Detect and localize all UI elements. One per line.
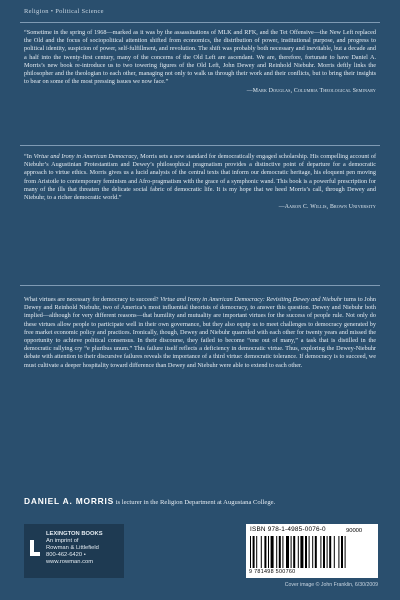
cover-image-credit: Cover image © John Franklin, 6/30/2009 (284, 582, 378, 588)
endorsement-attribution: —Mark Douglas, Columbia Theological Seminary (246, 88, 376, 95)
section-divider (20, 145, 380, 146)
publisher-imprint: An imprint of (46, 538, 79, 544)
endorsement-douglas (24, 29, 376, 95)
publisher-parent: Rowman & Littlefield (46, 545, 99, 551)
book-title-italic: Virtue and Irony in American Democracy: Revisiting Dewey and Niebuhr (160, 296, 343, 303)
publisher-info (46, 531, 124, 566)
publisher-block (24, 524, 124, 578)
lexington-books-logo-icon (30, 540, 40, 556)
isbn-barcode (246, 524, 378, 578)
author-bio (24, 497, 376, 507)
category-label: Religion • Political Science (24, 8, 104, 15)
price-code: 90000 (346, 528, 363, 534)
barcode-bars (250, 536, 374, 568)
author-description: is lecturer in the Religion Department at Augustana College. (114, 499, 276, 506)
publisher-contact: 800-462-6420 • www.rowman.com (46, 552, 94, 565)
publisher-name: LEXINGTON BOOKS (46, 531, 103, 537)
endorsement-text: “In Virtue and Irony in American Democracy, Morris sets a new standard for democratically engaged scholarship. His compelling account of Niebuhr’s Augustinian Protestantism and Dewey’s philosophical pragmatism provides a distinctive point of departure for a democratic approach to virtue ethics. Morris gives us a lucid analysis of the central texts that inform our democratic heritage, his eloquent pen moving from Aristotle to contemporary feminism and Afro-pragmatism with the grace of a symphonic wand. This book is a powerful prescription for many of the ills that threaten the delicate social fabric of democratic life. It is my hope that we heed Morris’s call, through Dewey and Niebuhr, to a richer democratic world.” (24, 153, 377, 202)
section-divider (20, 285, 380, 286)
book-description: What virtues are necessary for democracy to succeed? Virtue and Irony in American Democracy: Revisiting Dewey and Niebuhr turns to John Dewey and Reinhold Niebuhr, two of America’s most influential theorists of democracy, to answer this question. Dewey and Niebuhr both implied—although for very different reasons—that humility and mutuality are important virtues for the success of people rule. Not only do these virtues allow people to participate well in their own governance, but they also equip us to meet challenges to democracy generated by free market economic policy and practices. Ironically, though, Dewey and Niebuhr quarreled with each other for twenty years and missed the opportunity to achieve political consensus. In their discourse, they failed to become “one out of many,” a task that is distilled in the democratic rallying cry “e pluribus unum.” This failure itself reflects a deficiency in democratic virtue. Thus, exploring the Dewey-Niebuhr debate with attention to their discursive failures reveals the importance of a third virtue: democratic tolerance. If democracy is to succeed, we must cultivate a deeper hospitality toward difference than Dewey and Niebuhr were able to extend to each other. (24, 296, 376, 369)
barcode-digits: 9 781498 500760 (249, 569, 296, 575)
author-name: DANIEL A. MORRIS (24, 496, 115, 506)
endorsement-text: “Sometime in the spring of 1968—marked as it was by the assassinations of MLK and RFK, and the Tet Offensive—the New Left replaced the Old and the focus of sociopolitical attention shifted from economics, the distribution of power, institutional purpose, and progress to political identity, suspicion of power, self-fulfillment, and revolution. The shift was probably both necessary and inevitable, but a decade and a half into the twenty-first century, many of the concerns of the Old Left are ascendant. We are, therefore, fortunate to have Daniel A. Morris’s new book re-introduce us to two towering figures of the Old Left, John Dewey and Reinhold Niebuhr. Morris deftly links the philosopher and the theologian to each other, managing not only to walk us through their work and their conflicts, but to bring their insights to bear on some of the most pressing issues we now face.” (24, 29, 376, 86)
top-divider (20, 22, 380, 23)
isbn-text: ISBN 978-1-4985-0076-0 (250, 526, 326, 533)
endorsement-willis (24, 153, 376, 211)
book-title-italic: Virtue and Irony in American Democracy (33, 153, 137, 160)
endorsement-attribution: —Aaron C. Willis, Brown University (278, 204, 376, 211)
